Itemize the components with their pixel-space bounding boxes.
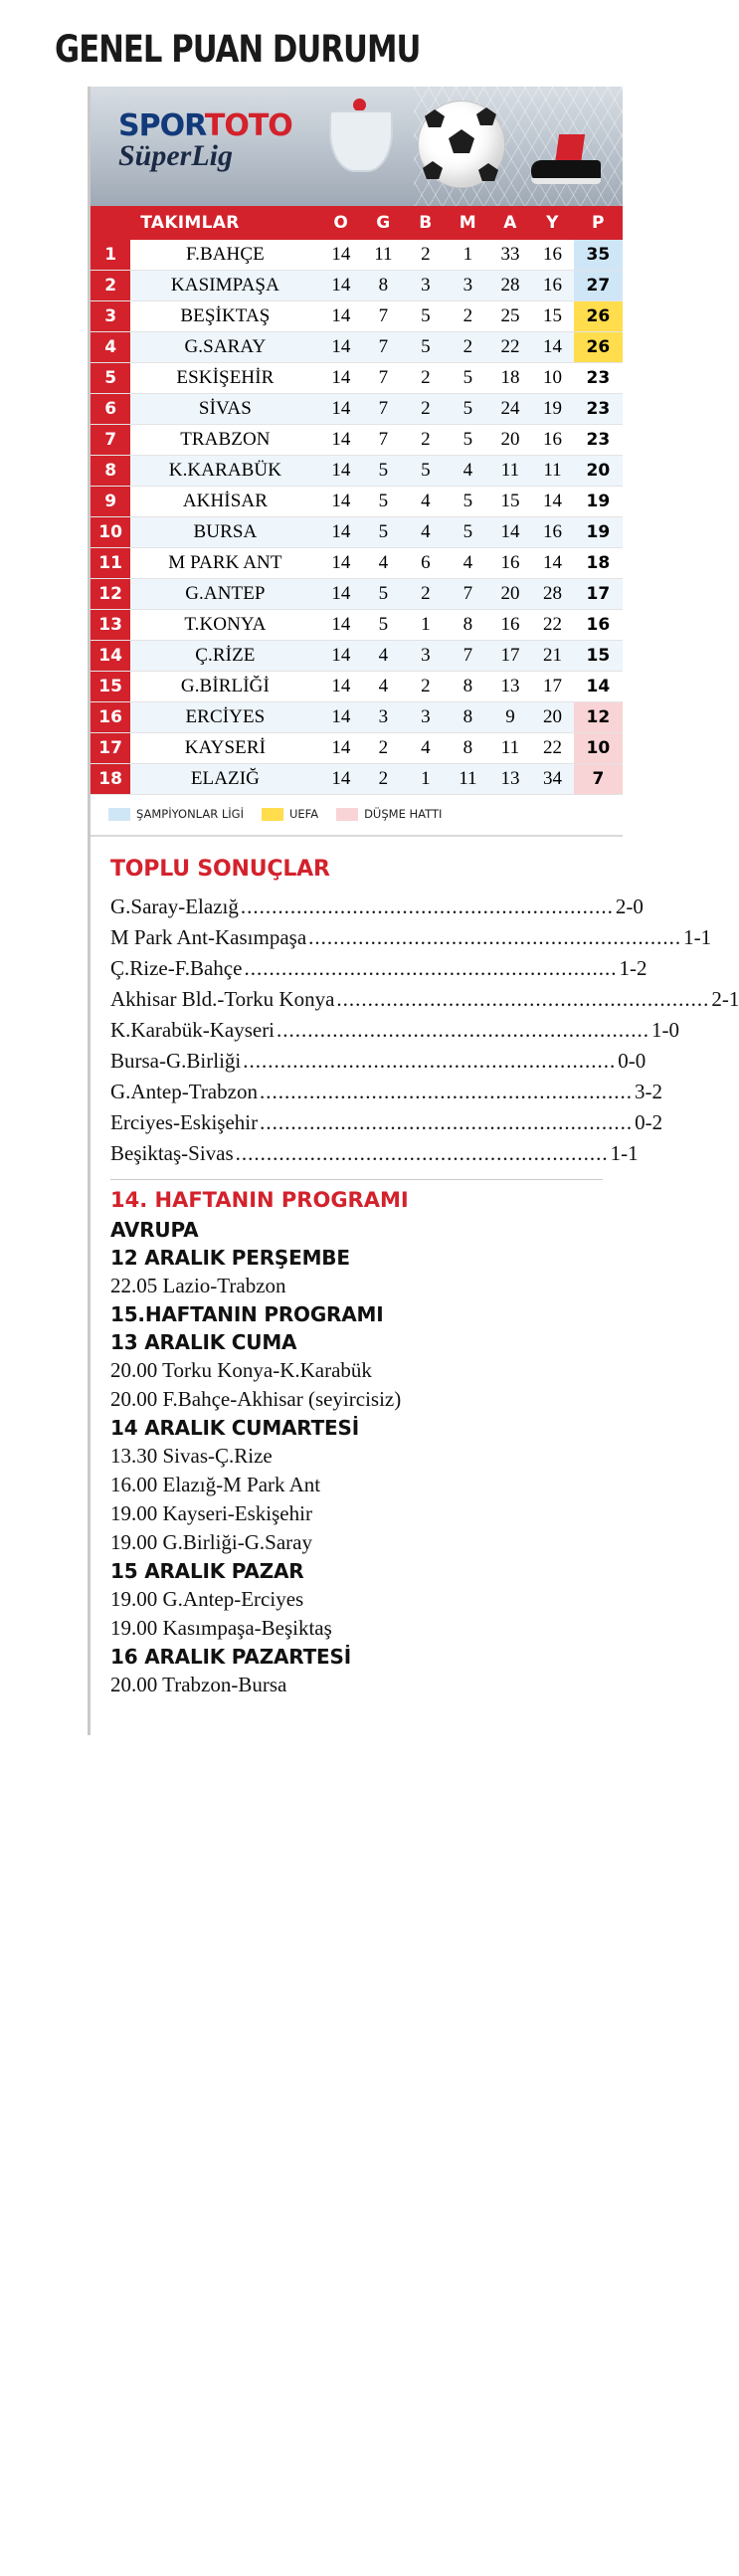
row-points: 20 xyxy=(574,456,623,487)
row-drawn: 4 xyxy=(405,517,448,548)
row-goals-against: 19 xyxy=(531,394,574,425)
result-score: 1-0 xyxy=(651,1018,680,1042)
row-goals-for: 17 xyxy=(489,641,532,672)
table-row xyxy=(91,332,623,363)
page-title: GENEL PUAN DURUMU xyxy=(55,28,421,71)
standings-card xyxy=(88,87,739,1735)
table-row xyxy=(91,610,623,641)
result-match: Akhisar Bld.-Torku Konya xyxy=(110,987,335,1011)
legend-label-ucl: ŞAMPİYONLAR LİGİ xyxy=(136,807,244,821)
result-match: G.Antep-Trabzon xyxy=(110,1080,258,1103)
result-item xyxy=(110,1138,639,1169)
result-item xyxy=(110,1046,647,1077)
row-points: 18 xyxy=(574,548,623,579)
row-drawn: 4 xyxy=(405,733,448,764)
row-drawn: 5 xyxy=(405,332,448,363)
result-dots: ............................................................ xyxy=(235,1141,609,1165)
fixture-time: 22.05 xyxy=(110,1274,163,1297)
row-team-name: ERCİYES xyxy=(130,702,319,733)
table-row xyxy=(91,456,623,487)
fixture-time: 19.00 xyxy=(110,1530,163,1554)
table-row xyxy=(91,487,623,517)
row-played: 14 xyxy=(320,702,363,733)
results-section xyxy=(91,837,739,1719)
program-heading: 16 ARALIK PAZARTESİ xyxy=(110,1645,351,1669)
league-banner xyxy=(91,87,623,206)
row-goals-for: 16 xyxy=(489,610,532,641)
row-played: 14 xyxy=(320,733,363,764)
row-team-name: G.SARAY xyxy=(130,332,319,363)
fixture-match: Kasımpaşa-Beşiktaş xyxy=(162,1616,332,1640)
results-title: TOPLU SONUÇLAR xyxy=(110,857,330,882)
fixture-match: F.Bahçe-Akhisar (seyircisiz) xyxy=(162,1387,402,1411)
row-played: 14 xyxy=(320,456,363,487)
row-drawn: 1 xyxy=(405,610,448,641)
row-lost: 1 xyxy=(447,240,489,271)
row-position: 16 xyxy=(91,702,130,733)
result-dots: ............................................................ xyxy=(259,1080,633,1103)
row-team-name: M PARK ANT xyxy=(130,548,319,579)
row-played: 14 xyxy=(320,548,363,579)
table-row xyxy=(91,733,623,764)
row-position: 2 xyxy=(91,271,130,301)
table-row xyxy=(91,702,623,733)
fixture-match: G.Antep-Erciyes xyxy=(162,1587,304,1611)
row-team-name: Ç.RİZE xyxy=(130,641,319,672)
table-row xyxy=(91,240,623,271)
row-position: 6 xyxy=(91,394,130,425)
row-position: 11 xyxy=(91,548,130,579)
row-goals-for: 14 xyxy=(489,517,532,548)
result-score: 3-2 xyxy=(634,1080,662,1103)
row-won: 2 xyxy=(362,733,405,764)
result-dots: ............................................................ xyxy=(240,894,614,918)
row-played: 14 xyxy=(320,271,363,301)
row-goals-against: 14 xyxy=(531,487,574,517)
row-played: 14 xyxy=(320,301,363,332)
fixture-time: 16.00 xyxy=(110,1473,163,1496)
shield-icon xyxy=(329,99,389,172)
row-points: 26 xyxy=(574,332,623,363)
result-dots: ............................................................ xyxy=(277,1018,650,1042)
row-team-name: G.ANTEP xyxy=(130,579,319,610)
logo-superlig-text: SüperLig xyxy=(118,139,234,172)
row-played: 14 xyxy=(320,610,363,641)
row-drawn: 1 xyxy=(405,764,448,795)
program-fixture xyxy=(110,1272,603,1300)
fixture-time: 19.00 xyxy=(110,1587,163,1611)
result-score: 0-0 xyxy=(618,1049,647,1073)
row-won: 7 xyxy=(362,301,405,332)
row-points: 10 xyxy=(574,733,623,764)
row-drawn: 5 xyxy=(405,456,448,487)
row-played: 14 xyxy=(320,487,363,517)
legend-label-releg: DÜŞME HATTI xyxy=(364,807,443,821)
program-fixture xyxy=(110,1471,603,1499)
row-points: 19 xyxy=(574,517,623,548)
row-drawn: 3 xyxy=(405,702,448,733)
row-position: 14 xyxy=(91,641,130,672)
row-goals-against: 28 xyxy=(531,579,574,610)
row-points: 27 xyxy=(574,271,623,301)
fixture-match: Trabzon-Bursa xyxy=(162,1673,287,1696)
row-position: 10 xyxy=(91,517,130,548)
row-lost: 5 xyxy=(447,394,489,425)
row-lost: 4 xyxy=(447,456,489,487)
results-list xyxy=(110,892,739,1169)
fixture-match: Lazio-Trabzon xyxy=(162,1274,286,1297)
col-p: P xyxy=(574,206,623,240)
row-points: 19 xyxy=(574,487,623,517)
fixture-match: Elazığ-M Park Ant xyxy=(162,1473,321,1496)
row-team-name: ESKİŞEHİR xyxy=(130,363,319,394)
row-position: 13 xyxy=(91,610,130,641)
legend-swatch-uefa xyxy=(262,808,283,821)
result-score: 2-1 xyxy=(711,987,739,1011)
result-match: Bursa-G.Birliği xyxy=(110,1049,242,1073)
football-icon xyxy=(418,100,505,188)
row-goals-against: 22 xyxy=(531,610,574,641)
row-played: 14 xyxy=(320,394,363,425)
fixture-match: G.Birliği-G.Saray xyxy=(162,1530,312,1554)
program-fixture xyxy=(110,1442,603,1471)
program-fixture xyxy=(110,1585,603,1614)
row-goals-against: 16 xyxy=(531,240,574,271)
program-fixture xyxy=(110,1499,603,1528)
table-row xyxy=(91,517,623,548)
row-won: 5 xyxy=(362,487,405,517)
fixture-time: 20.00 xyxy=(110,1358,163,1382)
row-goals-for: 9 xyxy=(489,702,532,733)
row-goals-against: 20 xyxy=(531,702,574,733)
row-goals-against: 16 xyxy=(531,517,574,548)
row-won: 5 xyxy=(362,517,405,548)
row-points: 35 xyxy=(574,240,623,271)
result-item xyxy=(110,984,739,1015)
row-played: 14 xyxy=(320,332,363,363)
row-goals-for: 15 xyxy=(489,487,532,517)
logo-toto-text: TOTO xyxy=(204,108,292,143)
result-match: Ç.Rize-F.Bahçe xyxy=(110,956,243,980)
row-lost: 5 xyxy=(447,487,489,517)
legend-swatch-releg xyxy=(336,808,358,821)
legend-item-ucl xyxy=(108,807,244,821)
col-o: O xyxy=(320,206,363,240)
row-won: 3 xyxy=(362,702,405,733)
row-position: 12 xyxy=(91,579,130,610)
row-goals-against: 11 xyxy=(531,456,574,487)
result-dots: ............................................................ xyxy=(243,1049,617,1073)
row-lost: 4 xyxy=(447,548,489,579)
result-match: Erciyes-Eskişehir xyxy=(110,1110,259,1134)
row-played: 14 xyxy=(320,240,363,271)
row-played: 14 xyxy=(320,672,363,702)
row-points: 23 xyxy=(574,425,623,456)
row-goals-for: 24 xyxy=(489,394,532,425)
row-points: 16 xyxy=(574,610,623,641)
row-drawn: 5 xyxy=(405,301,448,332)
row-points: 23 xyxy=(574,394,623,425)
row-lost: 3 xyxy=(447,271,489,301)
program-fixture xyxy=(110,1614,603,1643)
fixture-match: Kayseri-Eskişehir xyxy=(162,1501,312,1525)
result-match: M Park Ant-Kasımpaşa xyxy=(110,925,307,949)
table-header-row xyxy=(91,206,623,240)
table-row xyxy=(91,363,623,394)
row-goals-against: 22 xyxy=(531,733,574,764)
row-team-name: BURSA xyxy=(130,517,319,548)
table-row xyxy=(91,764,623,795)
row-goals-for: 33 xyxy=(489,240,532,271)
row-lost: 5 xyxy=(447,363,489,394)
table-row xyxy=(91,425,623,456)
legend-item-uefa xyxy=(262,807,318,821)
col-y: Y xyxy=(531,206,574,240)
row-position: 9 xyxy=(91,487,130,517)
row-position: 4 xyxy=(91,332,130,363)
row-drawn: 2 xyxy=(405,394,448,425)
row-drawn: 6 xyxy=(405,548,448,579)
row-position: 15 xyxy=(91,672,130,702)
row-won: 4 xyxy=(362,641,405,672)
fixture-match: Sivas-Ç.Rize xyxy=(162,1444,273,1468)
row-points: 7 xyxy=(574,764,623,795)
row-won: 4 xyxy=(362,672,405,702)
table-row xyxy=(91,301,623,332)
row-points: 23 xyxy=(574,363,623,394)
row-position: 1 xyxy=(91,240,130,271)
col-team: TAKIMLAR xyxy=(130,206,319,240)
row-lost: 8 xyxy=(447,672,489,702)
row-won: 11 xyxy=(362,240,405,271)
football-boot-icon xyxy=(525,134,605,188)
fixture-match: Torku Konya-K.Karabük xyxy=(162,1358,372,1382)
table-row xyxy=(91,394,623,425)
col-m: M xyxy=(447,206,489,240)
result-match: Beşiktaş-Sivas xyxy=(110,1141,234,1165)
row-goals-for: 18 xyxy=(489,363,532,394)
col-b: B xyxy=(405,206,448,240)
result-item xyxy=(110,953,647,984)
row-won: 7 xyxy=(362,363,405,394)
result-dots: ............................................................ xyxy=(260,1110,634,1134)
row-drawn: 2 xyxy=(405,240,448,271)
page-title-wrap xyxy=(0,0,696,81)
row-lost: 2 xyxy=(447,332,489,363)
row-team-name: AKHİSAR xyxy=(130,487,319,517)
program-heading: AVRUPA xyxy=(110,1218,199,1242)
program-fixture xyxy=(110,1356,603,1385)
table-row xyxy=(91,548,623,579)
result-item xyxy=(110,922,712,953)
row-goals-for: 11 xyxy=(489,733,532,764)
program-heading: 13 ARALIK CUMA xyxy=(110,1330,297,1354)
result-score: 0-2 xyxy=(635,1110,663,1134)
row-played: 14 xyxy=(320,425,363,456)
fixture-time: 20.00 xyxy=(110,1387,163,1411)
fixture-time: 19.00 xyxy=(110,1501,163,1525)
result-item xyxy=(110,1077,662,1107)
row-team-name: KAYSERİ xyxy=(130,733,319,764)
row-goals-for: 22 xyxy=(489,332,532,363)
col-g: G xyxy=(362,206,405,240)
result-item xyxy=(110,892,644,922)
row-team-name: G.BİRLİĞİ xyxy=(130,672,319,702)
row-goals-for: 16 xyxy=(489,548,532,579)
program-heading: 15 ARALIK PAZAR xyxy=(110,1559,304,1583)
row-goals-against: 21 xyxy=(531,641,574,672)
row-played: 14 xyxy=(320,517,363,548)
result-match: G.Saray-Elazığ xyxy=(110,894,239,918)
row-position: 18 xyxy=(91,764,130,795)
program-list xyxy=(110,1212,603,1719)
row-won: 7 xyxy=(362,332,405,363)
row-team-name: SİVAS xyxy=(130,394,319,425)
result-dots: ............................................................ xyxy=(244,956,618,980)
row-won: 4 xyxy=(362,548,405,579)
row-goals-for: 28 xyxy=(489,271,532,301)
program-title: 14. HAFTANIN PROGRAMI xyxy=(110,1179,603,1212)
row-team-name: TRABZON xyxy=(130,425,319,456)
table-row xyxy=(91,672,623,702)
row-won: 5 xyxy=(362,579,405,610)
row-goals-against: 14 xyxy=(531,548,574,579)
program-heading: 12 ARALIK PERŞEMBE xyxy=(110,1246,350,1270)
row-team-name: KASIMPAŞA xyxy=(130,271,319,301)
row-lost: 8 xyxy=(447,733,489,764)
col-a: A xyxy=(489,206,532,240)
row-drawn: 2 xyxy=(405,363,448,394)
row-points: 15 xyxy=(574,641,623,672)
logo-spor-text: SPOR xyxy=(118,108,205,143)
row-goals-for: 20 xyxy=(489,579,532,610)
row-goals-for: 25 xyxy=(489,301,532,332)
row-team-name: T.KONYA xyxy=(130,610,319,641)
table-row xyxy=(91,579,623,610)
result-score: 2-0 xyxy=(615,894,644,918)
program-heading: 15.HAFTANIN PROGRAMI xyxy=(110,1302,384,1326)
result-score: 1-2 xyxy=(619,956,647,980)
fixture-time: 13.30 xyxy=(110,1444,163,1468)
row-goals-for: 13 xyxy=(489,764,532,795)
row-position: 3 xyxy=(91,301,130,332)
row-drawn: 2 xyxy=(405,425,448,456)
row-played: 14 xyxy=(320,363,363,394)
result-item xyxy=(110,1107,663,1138)
row-drawn: 2 xyxy=(405,672,448,702)
result-score: 1-1 xyxy=(610,1141,639,1165)
row-position: 17 xyxy=(91,733,130,764)
program-fixture xyxy=(110,1528,603,1557)
program-heading: 14 ARALIK CUMARTESİ xyxy=(110,1416,359,1440)
row-won: 2 xyxy=(362,764,405,795)
logo-sportoto-text xyxy=(118,108,292,143)
row-position: 7 xyxy=(91,425,130,456)
standings-table xyxy=(91,206,623,795)
row-team-name: BEŞİKTAŞ xyxy=(130,301,319,332)
row-lost: 7 xyxy=(447,641,489,672)
row-played: 14 xyxy=(320,579,363,610)
row-won: 8 xyxy=(362,271,405,301)
row-goals-for: 13 xyxy=(489,672,532,702)
fixture-time: 19.00 xyxy=(110,1616,163,1640)
program-fixture xyxy=(110,1671,603,1699)
row-goals-against: 16 xyxy=(531,425,574,456)
row-team-name: K.KARABÜK xyxy=(130,456,319,487)
row-lost: 8 xyxy=(447,702,489,733)
row-lost: 5 xyxy=(447,517,489,548)
row-won: 5 xyxy=(362,610,405,641)
row-won: 5 xyxy=(362,456,405,487)
result-dots: ............................................................ xyxy=(308,925,682,949)
result-score: 1-1 xyxy=(683,925,712,949)
row-drawn: 3 xyxy=(405,641,448,672)
row-goals-against: 16 xyxy=(531,271,574,301)
row-team-name: ELAZIĞ xyxy=(130,764,319,795)
row-won: 7 xyxy=(362,394,405,425)
legend-item-releg xyxy=(336,807,442,821)
row-played: 14 xyxy=(320,641,363,672)
row-team-name: F.BAHÇE xyxy=(130,240,319,271)
row-lost: 5 xyxy=(447,425,489,456)
program-fixture xyxy=(110,1385,603,1414)
row-goals-against: 34 xyxy=(531,764,574,795)
row-drawn: 2 xyxy=(405,579,448,610)
legend xyxy=(91,795,623,837)
table-row xyxy=(91,271,623,301)
legend-swatch-ucl xyxy=(108,808,130,821)
row-drawn: 4 xyxy=(405,487,448,517)
row-goals-against: 15 xyxy=(531,301,574,332)
row-lost: 11 xyxy=(447,764,489,795)
fixture-time: 20.00 xyxy=(110,1673,163,1696)
row-points: 17 xyxy=(574,579,623,610)
row-points: 26 xyxy=(574,301,623,332)
result-item xyxy=(110,1015,680,1046)
row-won: 7 xyxy=(362,425,405,456)
row-drawn: 3 xyxy=(405,271,448,301)
row-goals-against: 17 xyxy=(531,672,574,702)
result-match: K.Karabük-Kayseri xyxy=(110,1018,276,1042)
row-position: 8 xyxy=(91,456,130,487)
row-goals-against: 10 xyxy=(531,363,574,394)
row-goals-for: 20 xyxy=(489,425,532,456)
col-pos xyxy=(91,206,130,240)
table-row xyxy=(91,641,623,672)
row-lost: 8 xyxy=(447,610,489,641)
row-played: 14 xyxy=(320,764,363,795)
result-dots: ............................................................ xyxy=(336,987,710,1011)
row-points: 14 xyxy=(574,672,623,702)
row-goals-for: 11 xyxy=(489,456,532,487)
row-lost: 2 xyxy=(447,301,489,332)
legend-label-uefa: UEFA xyxy=(288,807,319,821)
row-points: 12 xyxy=(574,702,623,733)
row-position: 5 xyxy=(91,363,130,394)
sportoto-logo xyxy=(118,108,292,173)
row-lost: 7 xyxy=(447,579,489,610)
row-goals-against: 14 xyxy=(531,332,574,363)
